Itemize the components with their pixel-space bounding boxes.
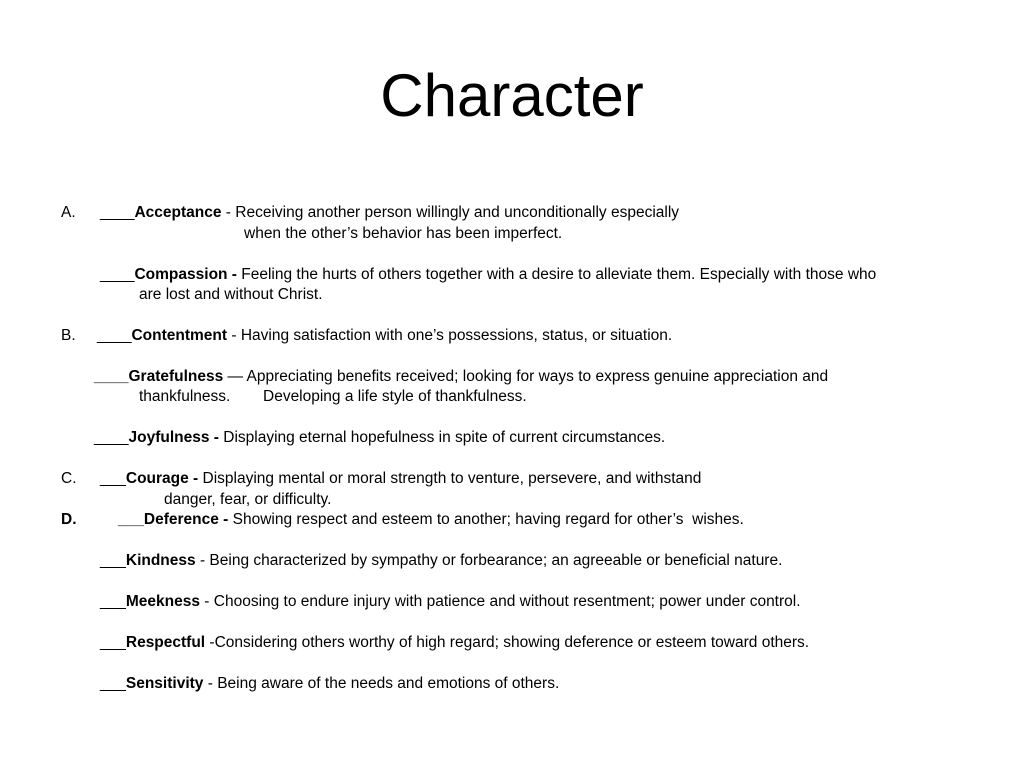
definition-gratefulness-cont-a: thankfulness. — [139, 388, 231, 405]
term-compassion: Compassion - — [134, 266, 237, 283]
item-acceptance — [100, 203, 679, 223]
separator: - — [195, 552, 210, 569]
item-gratefulness — [94, 367, 828, 387]
definition-compassion-cont: are lost and without Christ. — [139, 286, 323, 303]
blank-line: ____ — [100, 266, 135, 283]
definition-courage-cont: danger, fear, or difficulty. — [164, 491, 332, 508]
section-letter-d: D. — [61, 511, 77, 528]
term-respectful: Respectful — [125, 634, 206, 651]
definition-sensitivity: Being aware of the needs and emotions of others. — [217, 675, 560, 692]
separator: - — [199, 593, 214, 610]
section-letter-a: A. — [61, 204, 76, 221]
separator: - — [203, 675, 218, 692]
blank-line: ____ — [97, 327, 132, 344]
blank-line: ____ — [94, 368, 129, 385]
blank-line: ____ — [94, 429, 129, 446]
separator: - — [227, 327, 241, 344]
definition-gratefulness-cont-b: Developing a life style of thankfulness. — [263, 388, 527, 405]
term-acceptance: Acceptance — [134, 204, 222, 221]
slide-title: Character — [380, 62, 644, 129]
term-joyfulness: Joyfulness - — [128, 429, 219, 446]
item-sensitivity — [100, 674, 559, 694]
blank-line: ___ — [100, 593, 126, 610]
blank-line: ___ — [118, 511, 144, 528]
item-contentment — [97, 326, 672, 346]
definition-acceptance-cont: when the other’s behavior has been imperfect. — [244, 225, 563, 242]
section-letter-c: C. — [61, 470, 77, 487]
definition-compassion: Feeling the hurts of others together with a desire to alleviate them. Especially with those who — [241, 266, 877, 283]
definition-contentment: Having satisfaction with one’s possessions, status, or situation. — [240, 327, 673, 344]
separator: - — [205, 634, 215, 651]
term-kindness: Kindness — [125, 552, 196, 569]
item-joyfulness — [94, 428, 665, 448]
item-deference — [118, 510, 744, 530]
blank-line: ___ — [100, 675, 126, 692]
section-letter-b: B. — [61, 327, 76, 344]
item-courage — [100, 469, 701, 489]
definition-deference: Showing respect and esteem to another; having regard for other’s wishes. — [232, 511, 744, 528]
separator: - — [221, 204, 236, 221]
term-sensitivity: Sensitivity — [125, 675, 204, 692]
definition-gratefulness: Appreciating benefits received; looking for ways to express genuine appreciation and — [246, 368, 829, 385]
term-deference: Deference - — [143, 511, 229, 528]
item-compassion — [100, 265, 876, 285]
definition-kindness: Being characterized by sympathy or forbearance; an agreeable or beneficial nature. — [209, 552, 783, 569]
definition-respectful: Considering others worthy of high regard; showing deference or esteem toward others. — [214, 634, 810, 651]
blank-line: ____ — [100, 204, 135, 221]
definition-courage: Displaying mental or moral strength to venture, persevere, and withstand — [202, 470, 702, 487]
term-courage: Courage - — [125, 470, 199, 487]
definition-acceptance: Receiving another person willingly and unconditionally especially — [235, 204, 680, 221]
blank-line: ___ — [100, 634, 126, 651]
item-respectful — [100, 633, 809, 653]
item-kindness — [100, 551, 782, 571]
term-contentment: Contentment — [131, 327, 228, 344]
definition-meekness: Choosing to endure injury with patience and without resentment; power under control. — [213, 593, 801, 610]
blank-line: ___ — [100, 552, 126, 569]
definition-joyfulness: Displaying eternal hopefulness in spite of current circumstances. — [223, 429, 666, 446]
term-meekness: Meekness — [125, 593, 200, 610]
item-meekness — [100, 592, 801, 612]
blank-line: ___ — [100, 470, 126, 487]
term-gratefulness: Gratefulness — [128, 368, 224, 385]
separator: — — [223, 368, 247, 385]
